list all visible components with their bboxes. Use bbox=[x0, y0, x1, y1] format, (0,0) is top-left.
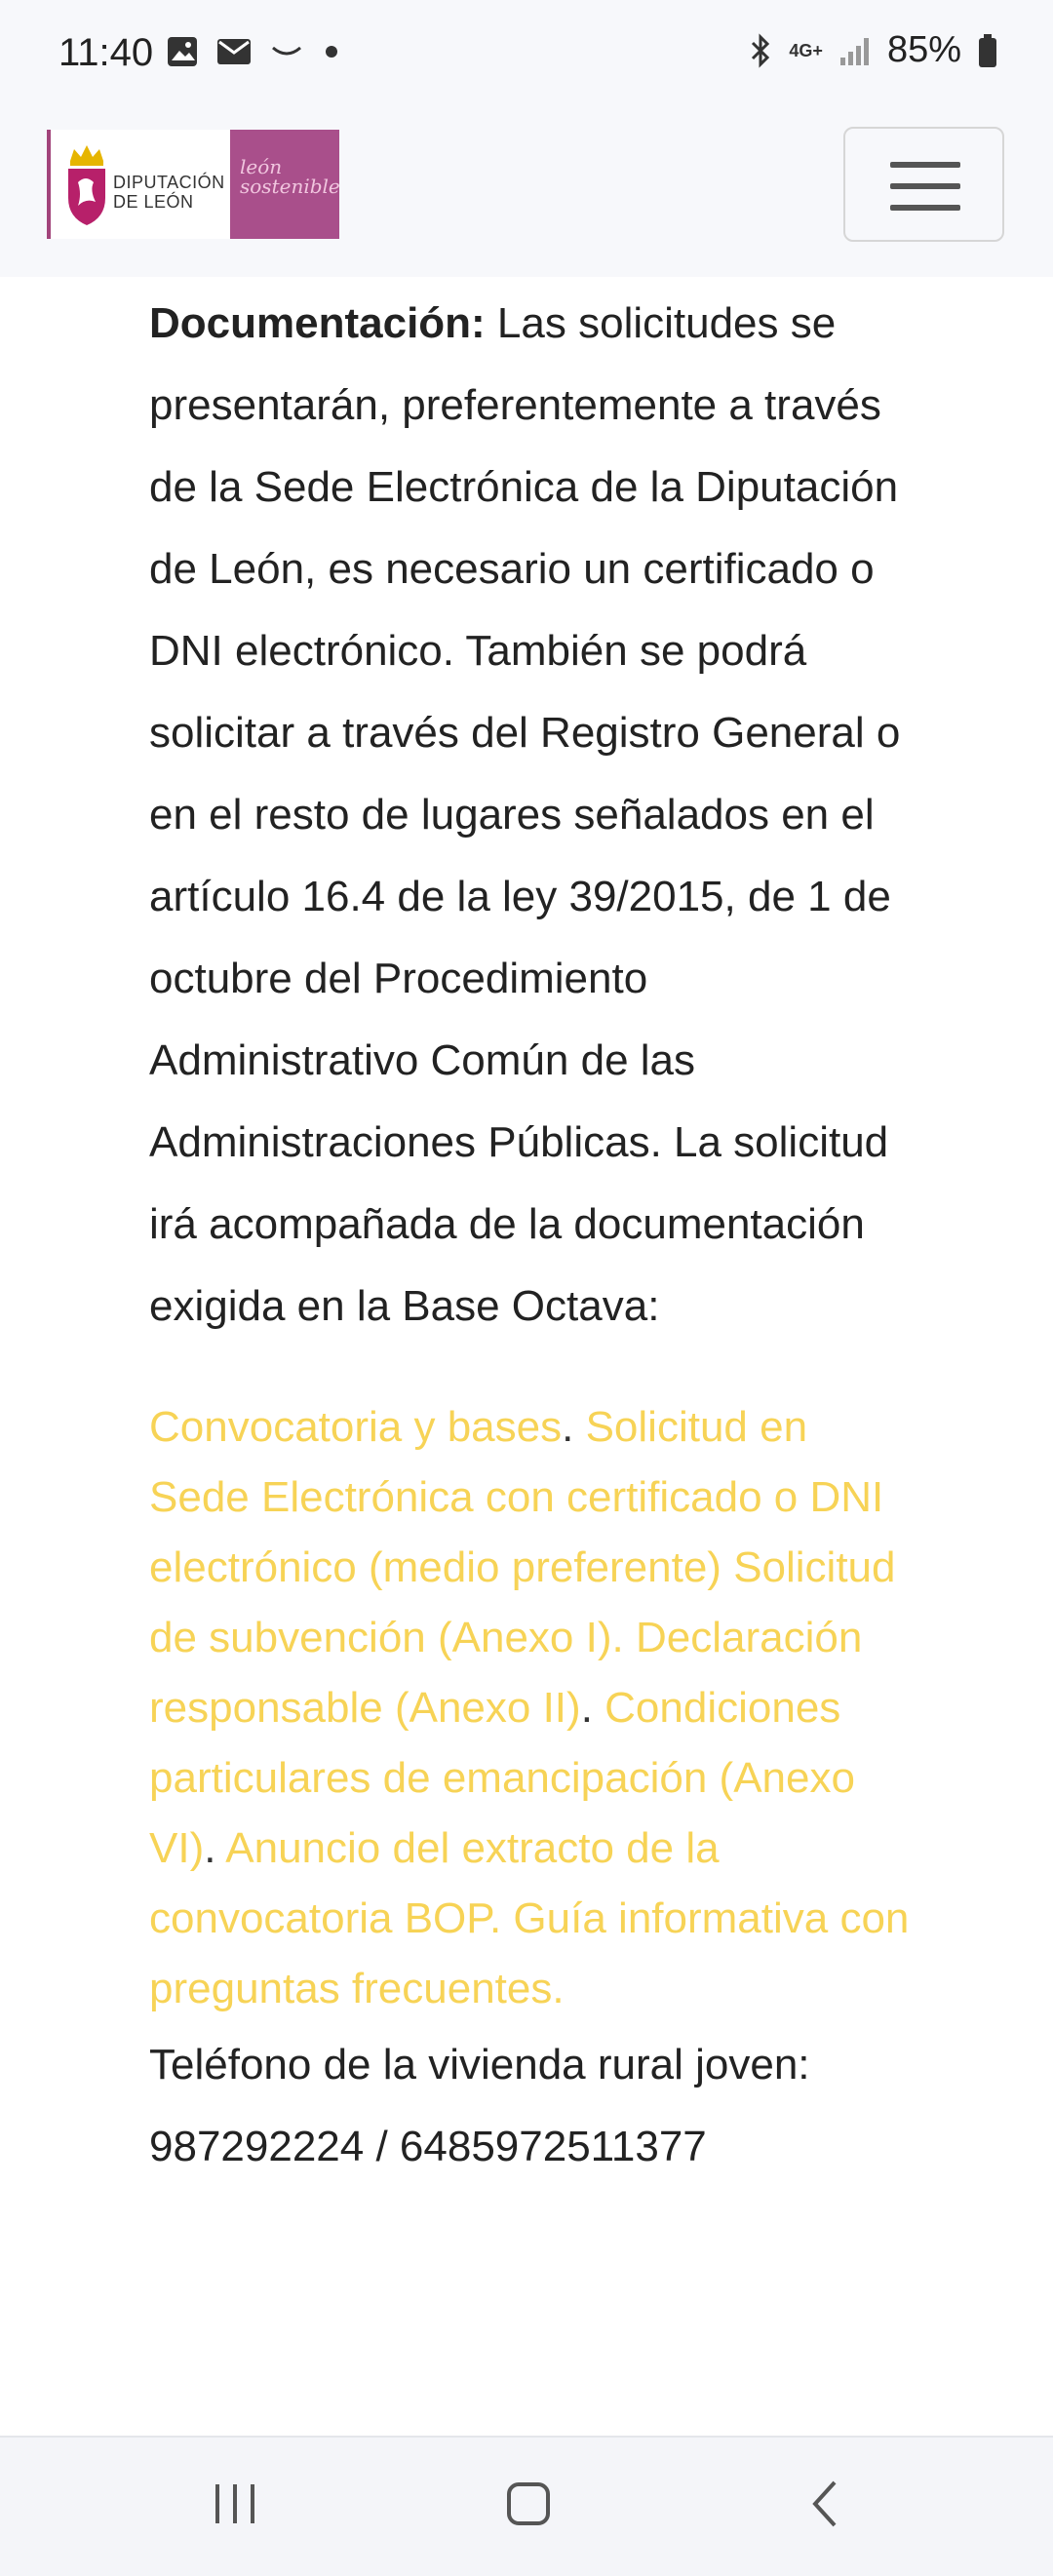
link-guia-informativa[interactable]: Guía informativa con preguntas frecuentes. bbox=[149, 1894, 910, 2012]
recent-apps-icon bbox=[212, 2482, 260, 2530]
network-icon bbox=[789, 42, 823, 59]
battery-percent: 85% bbox=[886, 29, 961, 70]
system-nav-bar bbox=[0, 2436, 1053, 2576]
documentation-paragraph bbox=[149, 283, 910, 1347]
documentation-text: Las solicitudes se presentarán, preferentemente a través de la Sede Electrónica de la Diputación de León, es necesario un certificado o DNI electrónico. También se podrá solicitar a través del Registro General o en el resto de lugares señalados en el artículo 16.4 de la ley 39/2015, de 1 de octubre del Procedimiento Administrativo Común de las Administraciones Públicas. La solicitud irá acompañada de la documentación exigida en la Base Octava: bbox=[149, 299, 901, 1330]
link-declaracion-responsable[interactable]: Declaración responsable (Anexo II) bbox=[149, 1614, 863, 1732]
document-links bbox=[149, 1392, 910, 2024]
link-solicitud-subvencion[interactable]: Solicitud de subvención (Anexo I). bbox=[149, 1543, 896, 1661]
main-content bbox=[149, 283, 910, 2188]
system-icons bbox=[748, 29, 998, 71]
battery-icon bbox=[977, 33, 998, 68]
back-icon bbox=[807, 2478, 842, 2534]
link-condiciones-emancipacion[interactable]: Condiciones particulares de emancipación (Anexo VI) bbox=[149, 1684, 855, 1872]
leon-sostenible-logo[interactable] bbox=[230, 130, 339, 239]
notification-icons bbox=[166, 35, 341, 68]
dot-icon bbox=[322, 42, 341, 61]
back-button[interactable] bbox=[786, 2477, 864, 2535]
crest-icon bbox=[64, 143, 109, 232]
link-separator: . bbox=[580, 1684, 605, 1732]
link-separator: . bbox=[204, 1824, 226, 1872]
link-solicitud-sede-electronica[interactable]: Solicitud en Sede Electrónica con certificado o DNI electrónico (medio preferente) bbox=[149, 1403, 884, 1591]
phone-label: Teléfono de la vivienda rural joven: bbox=[149, 2041, 810, 2088]
status-bar bbox=[0, 0, 1053, 115]
link-convocatoria-bases[interactable]: Convocatoria y bases bbox=[149, 1403, 563, 1451]
leon-sostenible-text: león sostenible bbox=[240, 155, 340, 198]
diputacion-logo[interactable] bbox=[47, 130, 230, 239]
link-separator bbox=[722, 1543, 733, 1591]
status-time: 11:40 bbox=[58, 31, 154, 74]
link-separator bbox=[501, 1894, 513, 1942]
menu-toggle-button[interactable] bbox=[843, 127, 1004, 242]
diputacion-logo-text: DIPUTACIÓN DE LEÓN bbox=[113, 173, 225, 212]
home-icon bbox=[505, 2480, 552, 2532]
documentation-label: Documentación: bbox=[149, 299, 486, 347]
recent-apps-button[interactable] bbox=[197, 2477, 275, 2535]
home-button[interactable] bbox=[489, 2477, 567, 2535]
mail-icon bbox=[216, 38, 252, 65]
link-anuncio-extracto-bop[interactable]: Anuncio del extracto de la convocatoria BOP. bbox=[149, 1824, 720, 1942]
link-separator: . bbox=[562, 1403, 586, 1451]
signal-icon bbox=[838, 34, 872, 67]
phone-numbers[interactable]: 987292224 / 6485972511377 bbox=[149, 2123, 707, 2170]
bluetooth-icon bbox=[748, 33, 773, 68]
network-label: 4G+ bbox=[789, 40, 823, 60]
smile-icon bbox=[269, 42, 304, 61]
image-icon bbox=[166, 35, 199, 68]
link-separator bbox=[624, 1614, 636, 1661]
